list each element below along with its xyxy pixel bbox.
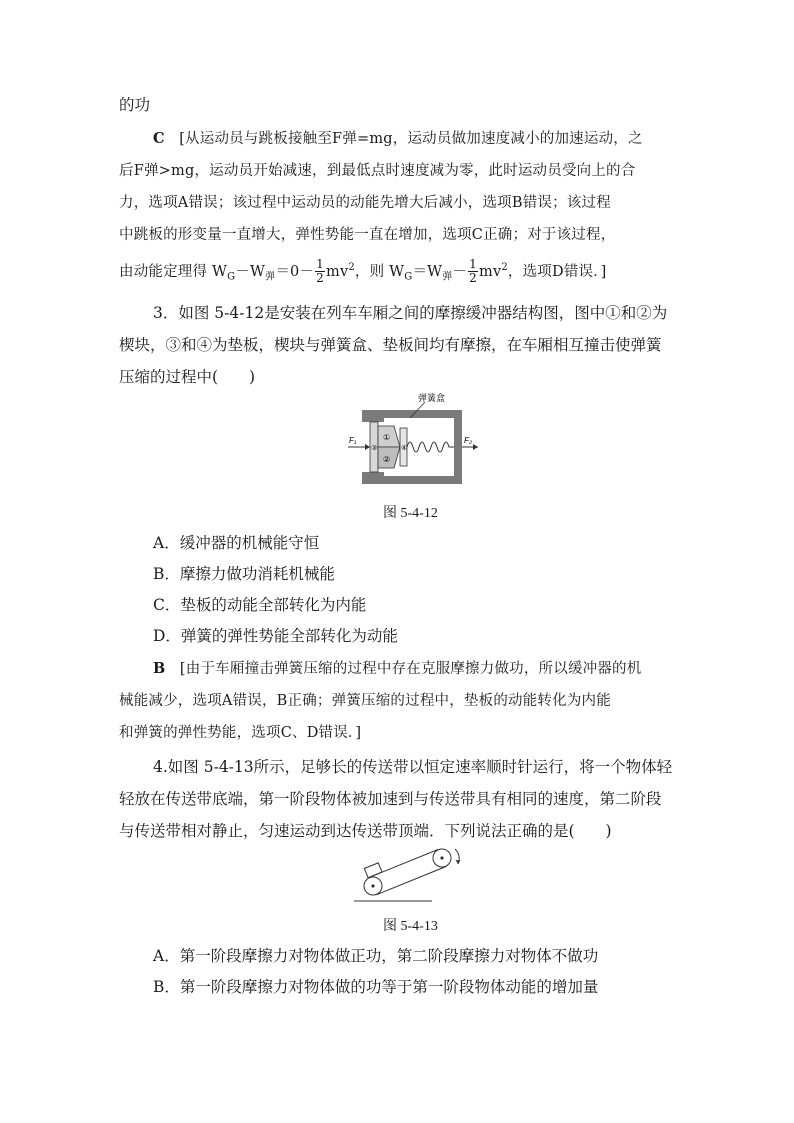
q3-line2: 楔块，③和④为垫板，楔块与弹簧盒、垫板间均有摩擦，在车厢相互撞击使弹簧 bbox=[119, 336, 662, 354]
q3-answer-line3: 和弹簧的弹性势能，选项C、D错误．] bbox=[119, 725, 362, 741]
q4-option-b: B．第一阶段摩擦力对物体做的功等于第一阶段物体动能的增加量 bbox=[153, 978, 599, 996]
q4-line2: 轻放在传送带底端，第一阶段物体被加速到与传送带具有相同的速度，第二阶段 bbox=[119, 790, 662, 808]
rotation-arrowhead bbox=[456, 860, 461, 864]
q3-answer-line2: 械能减少，选项A错误，B正确；弹簧压缩的过程中，垫板的动能转化为内能 bbox=[119, 693, 611, 709]
label-plate-3: ③ bbox=[371, 445, 378, 452]
fraction-half-2: $\frac{1}{2}$ bbox=[469, 257, 477, 286]
fraction-half-1: $\frac{1}{2}$ bbox=[316, 257, 325, 286]
f2-label: F₂ bbox=[464, 436, 472, 445]
buffer-structure-figure bbox=[340, 392, 480, 492]
answer2-line4: 中跳板的形变量一直增大，弹性势能一直在增加，选项C正确；对于该过程， bbox=[119, 227, 616, 243]
spring-box-label: 弹簧盒 bbox=[418, 393, 446, 403]
label-wedge-2: ② bbox=[383, 455, 391, 464]
q3-line1: 3．如图 5-4-12是安装在列车车厢之间的摩擦缓冲器结构图，图中①和②为 bbox=[153, 304, 668, 322]
q3-option-d: D．弹簧的弹性势能全部转化为动能 bbox=[153, 627, 398, 645]
answer2-letter: C bbox=[153, 130, 165, 147]
top-pulley-axle bbox=[440, 856, 443, 859]
label-plate-4: ④ bbox=[401, 445, 408, 452]
answer2-line3: 力，选项A错误；该过程中运动员的动能先增大后减小，选项B错误；该过程 bbox=[119, 195, 611, 211]
figure-caption-5-4-13: 图 5-4-13 bbox=[383, 919, 438, 934]
q3-answer-line1: B [由于车厢撞击弹簧压缩的过程中存在克服摩擦力做功，所以缓冲器的机 bbox=[153, 660, 642, 677]
block-object bbox=[364, 863, 382, 878]
figure-caption-5-4-12: 图 5-4-12 bbox=[383, 506, 438, 521]
f2-arrowhead bbox=[473, 444, 478, 450]
q3-option-a: A．缓冲器的机械能守恒 bbox=[153, 534, 320, 552]
intro-tail: 的功 bbox=[119, 96, 151, 114]
label-wedge-1: ① bbox=[383, 433, 391, 442]
answer2-line1: C [从运动员与跳板接触至F弹=mg，运动员做加速度减小的加速运动，之 bbox=[153, 130, 643, 147]
q4-option-a: A．第一阶段摩擦力对物体做正功，第二阶段摩擦力对物体不做功 bbox=[153, 947, 599, 965]
bottom-pulley-axle bbox=[371, 884, 374, 887]
answer2-line5: 由动能定理得 $W_G-W_弹=0-$ $\frac{1}{2}$ $mv^2$，则 $W_G=W_弹-$ $\frac{1}{2}$ $mv^2$，选项D错误．] bbox=[119, 257, 607, 286]
q3-option-c: C．垫板的动能全部转化为内能 bbox=[153, 596, 367, 614]
q4-line1: 4.如图 5-4-13所示，足够长的传送带以恒定速率顺时针运行，将一个物体轻 bbox=[153, 758, 673, 776]
q3-line3: 压缩的过程中( ) bbox=[119, 368, 256, 386]
q3-answer-letter: B bbox=[153, 660, 166, 677]
q3-option-b: B．摩擦力做功消耗机械能 bbox=[153, 565, 335, 583]
f1-label: F₁ bbox=[349, 436, 357, 445]
q4-line3: 与传送带相对静止，匀速运动到达传送带顶端．下列说法正确的是( ) bbox=[119, 822, 612, 840]
answer2-line2: 后F弹>mg，运动员开始减速，到最低点时速度减为零，此时运动员受向上的合 bbox=[119, 163, 636, 179]
conveyor-belt-figure bbox=[352, 840, 468, 906]
belt-lower bbox=[377, 867, 446, 895]
